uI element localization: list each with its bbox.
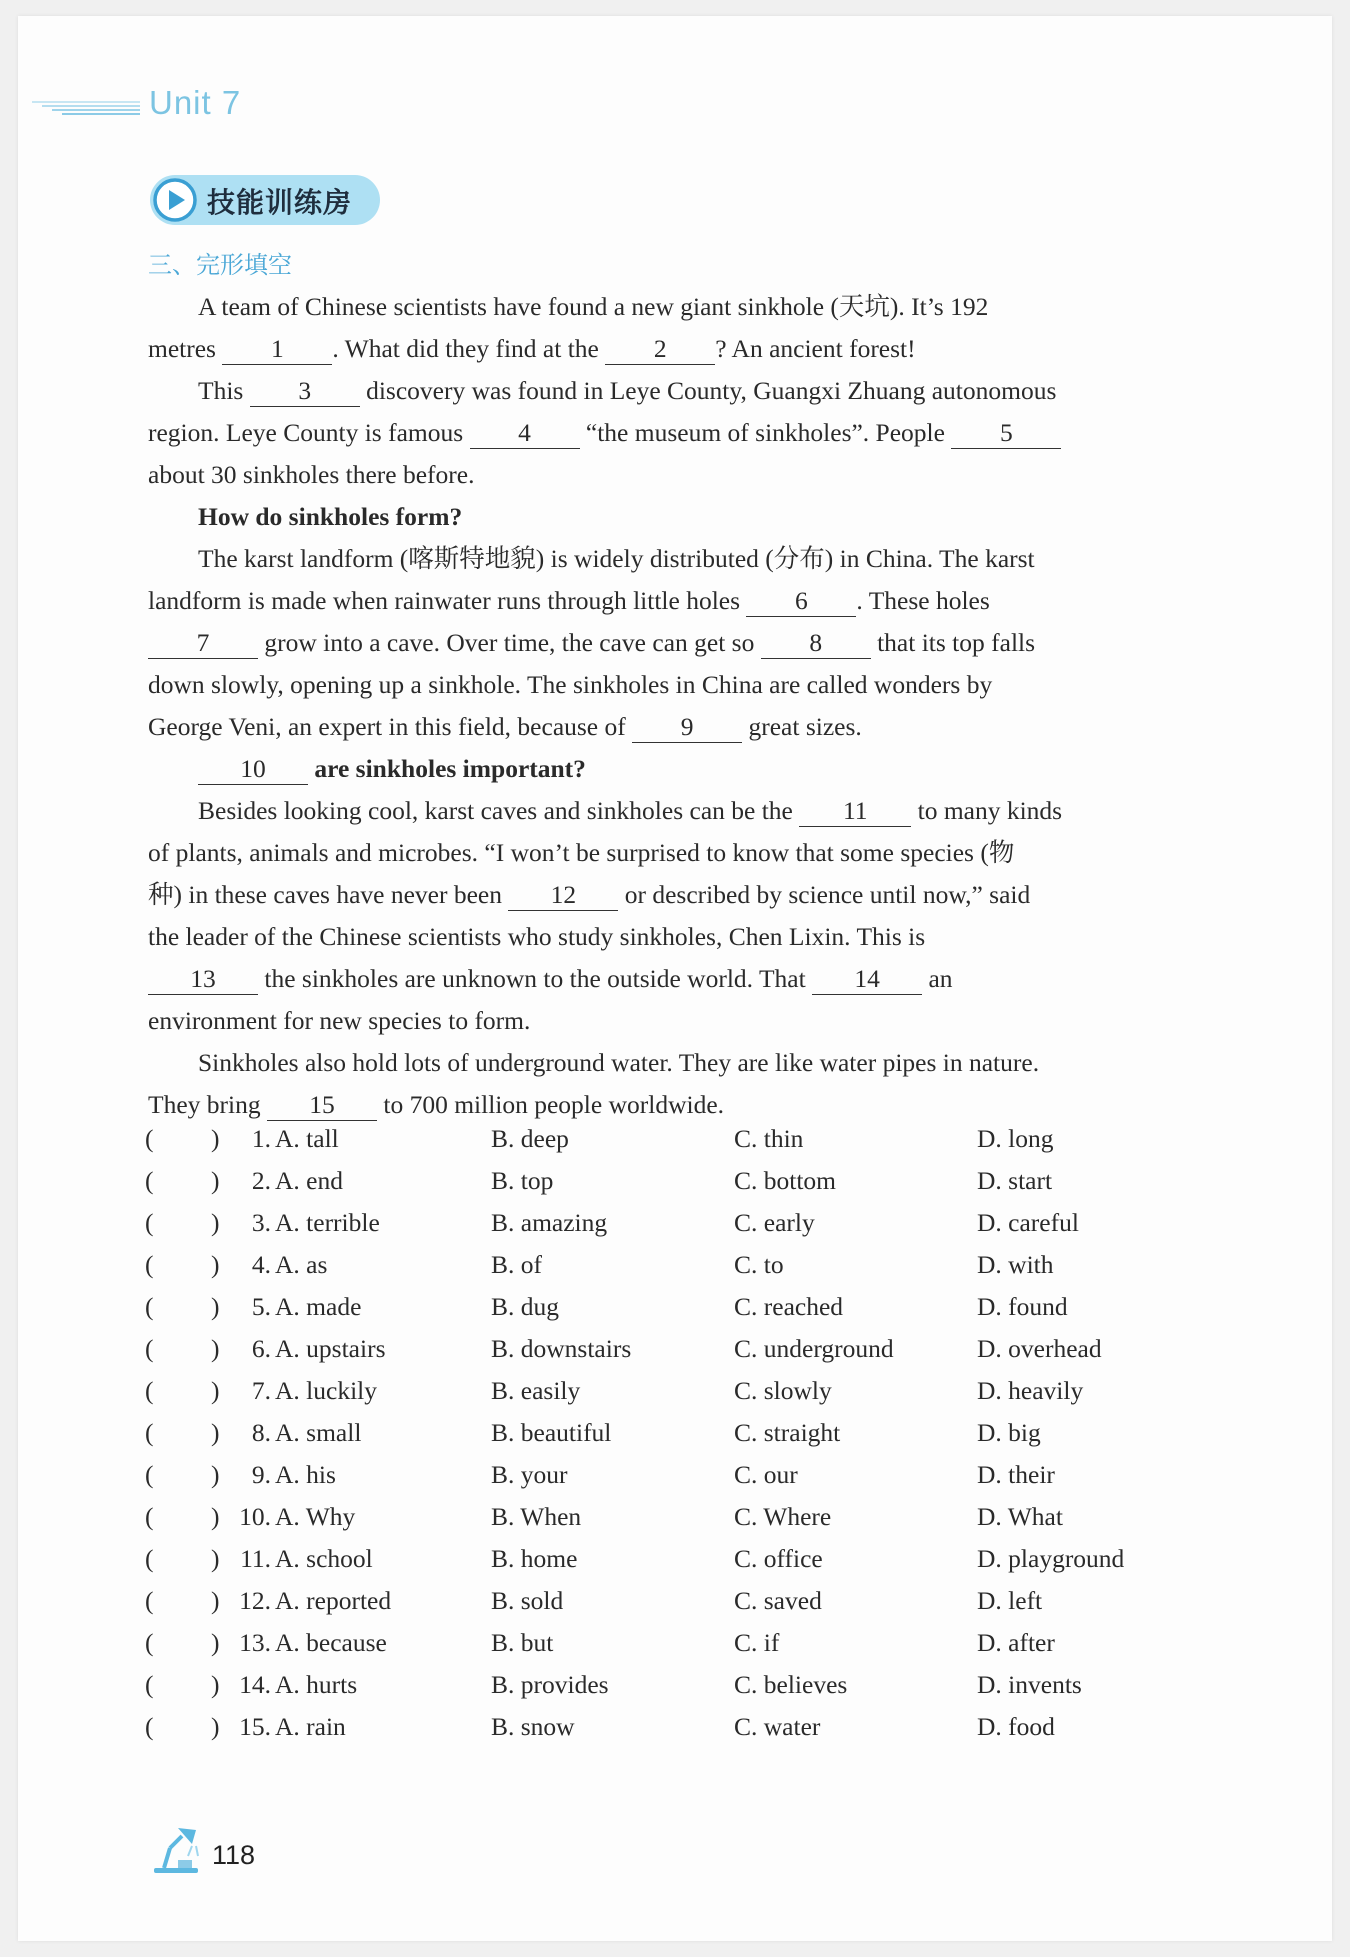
page-number: 118 <box>212 1840 256 1870</box>
text: ? An ancient forest! <box>715 334 916 363</box>
option-b[interactable]: B. dug <box>491 1292 560 1321</box>
heading-why-important <box>148 748 1168 790</box>
question-row-8 <box>145 1418 1185 1460</box>
answer-bracket-close: ) <box>211 1166 220 1195</box>
answer-bracket-open[interactable]: ( <box>145 1376 154 1405</box>
option-b[interactable]: B. provides <box>491 1670 609 1699</box>
text: . These holes <box>856 586 990 615</box>
text: that its top falls <box>877 628 1036 657</box>
text: . What did they find at the <box>332 334 599 363</box>
text: environment for new species to form. <box>148 1006 531 1035</box>
option-a[interactable]: A. terrible <box>275 1208 380 1237</box>
option-b[interactable]: B. easily <box>491 1376 581 1405</box>
text: landform is made when rainwater runs through little holes <box>148 586 741 615</box>
option-c[interactable]: C. thin <box>734 1124 804 1153</box>
heading-text: are sinkholes important? <box>314 754 586 783</box>
text: George Veni, an expert in this field, because of <box>148 712 626 741</box>
option-d[interactable]: D. heavily <box>977 1376 1084 1405</box>
answer-bracket-close: ) <box>211 1418 220 1447</box>
blank-1[interactable]: 1 <box>222 334 332 365</box>
blank-15[interactable]: 15 <box>267 1090 377 1121</box>
option-d[interactable]: D. long <box>977 1124 1054 1153</box>
option-a[interactable]: A. tall <box>275 1124 339 1153</box>
option-a[interactable]: A. Why <box>275 1502 356 1531</box>
option-a[interactable]: A. small <box>275 1418 362 1447</box>
blank-14[interactable]: 14 <box>812 964 922 995</box>
text: A team of Chinese scientists have found a new giant sinkhole (天坑). It’s 192 <box>198 292 989 321</box>
question-row-12 <box>145 1586 1185 1628</box>
text: Besides looking cool, karst caves and sinkholes can be the <box>198 796 793 825</box>
blank-3[interactable]: 3 <box>250 376 360 407</box>
question-number: 6. <box>251 1334 271 1363</box>
option-c[interactable]: C. bottom <box>734 1166 837 1195</box>
paragraph-5 <box>148 1042 1168 1126</box>
option-b[interactable]: B. When <box>491 1502 582 1531</box>
option-d[interactable]: D. What <box>977 1502 1063 1531</box>
option-d[interactable]: D. start <box>977 1166 1053 1195</box>
answer-bracket-close: ) <box>211 1586 220 1615</box>
text: to many kinds <box>917 796 1063 825</box>
question-row-14 <box>145 1670 1185 1712</box>
option-c[interactable]: C. believes <box>734 1670 848 1699</box>
unit-stripes-decoration <box>32 100 140 118</box>
answer-bracket-close: ) <box>211 1502 220 1531</box>
blank-13[interactable]: 13 <box>148 964 258 995</box>
question-row-10 <box>145 1502 1185 1544</box>
option-a[interactable]: A. rain <box>275 1712 346 1741</box>
option-a[interactable]: A. as <box>275 1250 328 1279</box>
option-c[interactable]: C. Where <box>734 1502 832 1531</box>
question-row-3 <box>145 1208 1185 1250</box>
option-a[interactable]: A. because <box>275 1628 387 1657</box>
option-c[interactable]: C. saved <box>734 1586 822 1615</box>
option-c[interactable]: C. early <box>734 1208 815 1237</box>
option-a[interactable]: A. end <box>275 1166 343 1195</box>
text: region. Leye County is famous <box>148 418 464 447</box>
paragraph-1 <box>148 286 1168 370</box>
question-number: 3. <box>251 1208 271 1237</box>
answer-bracket-close: ) <box>211 1712 220 1741</box>
option-d[interactable]: D. food <box>977 1712 1055 1741</box>
answer-bracket-open[interactable]: ( <box>145 1586 154 1615</box>
text: great sizes. <box>748 712 862 741</box>
question-number: 7. <box>251 1376 271 1405</box>
question-number: 2. <box>251 1166 271 1195</box>
answer-bracket-open[interactable]: ( <box>145 1460 154 1489</box>
badge-title: 技能训练房 <box>207 186 353 219</box>
option-c[interactable]: C. reached <box>734 1292 844 1321</box>
question-row-9 <box>145 1460 1185 1502</box>
question-number: 4. <box>251 1250 271 1279</box>
answer-bracket-open[interactable]: ( <box>145 1208 154 1237</box>
blank-2[interactable]: 2 <box>605 334 715 365</box>
text: the leader of the Chinese scientists who study sinkholes, Chen Lixin. This is <box>148 922 926 951</box>
question-number: 15. <box>239 1712 271 1741</box>
text: grow into a cave. Over time, the cave can get so <box>264 628 755 657</box>
answer-bracket-close: ) <box>211 1124 220 1153</box>
answer-bracket-close: ) <box>211 1670 220 1699</box>
option-d[interactable]: D. playground <box>977 1544 1125 1573</box>
option-d[interactable]: D. overhead <box>977 1334 1102 1363</box>
answer-bracket-close: ) <box>211 1292 220 1321</box>
option-a[interactable]: A. luckily <box>275 1376 377 1405</box>
blank-7[interactable]: 7 <box>148 628 258 659</box>
question-row-7 <box>145 1376 1185 1418</box>
answer-bracket-close: ) <box>211 1460 220 1489</box>
answer-bracket-open[interactable]: ( <box>145 1334 154 1363</box>
text: the sinkholes are unknown to the outside world. That <box>264 964 806 993</box>
text: “the museum of sinkholes”. People <box>585 418 945 447</box>
option-b[interactable]: B. snow <box>491 1712 575 1741</box>
option-a[interactable]: A. reported <box>275 1586 392 1615</box>
option-d[interactable]: D. after <box>977 1628 1055 1657</box>
text: or described by science until now,” said <box>624 880 1031 909</box>
question-row-11 <box>145 1544 1185 1586</box>
answer-bracket-open[interactable]: ( <box>145 1250 154 1279</box>
text: They bring <box>148 1090 261 1119</box>
text: to 700 million people worldwide. <box>383 1090 725 1119</box>
option-c[interactable]: C. office <box>734 1544 823 1573</box>
question-number: 1. <box>251 1124 271 1153</box>
text: This <box>198 376 244 405</box>
text: 种) in these caves have never been <box>148 880 502 909</box>
blank-4[interactable]: 4 <box>470 418 580 449</box>
answer-bracket-open[interactable]: ( <box>145 1670 154 1699</box>
text: discovery was found in Leye County, Guangxi Zhuang autonomous <box>366 376 1057 405</box>
blank-5[interactable]: 5 <box>951 418 1061 449</box>
text: metres <box>148 334 216 363</box>
option-a[interactable]: A. hurts <box>275 1670 358 1699</box>
option-b[interactable]: B. of <box>491 1250 542 1279</box>
option-d[interactable]: D. found <box>977 1292 1068 1321</box>
question-row-15 <box>145 1712 1185 1754</box>
desk-lamp-icon <box>148 1820 204 1876</box>
text: of plants, animals and microbes. “I won’t be surprised to know that some species (物 <box>148 838 1015 867</box>
question-number: 12. <box>239 1586 271 1615</box>
blank-12[interactable]: 12 <box>508 880 618 911</box>
answer-bracket-close: ) <box>211 1544 220 1573</box>
question-row-5 <box>145 1292 1185 1334</box>
answer-bracket-open[interactable]: ( <box>145 1544 154 1573</box>
question-row-1 <box>145 1124 1185 1166</box>
option-d[interactable]: D. with <box>977 1250 1054 1279</box>
option-c[interactable]: C. underground <box>734 1334 894 1363</box>
option-d[interactable]: D. careful <box>977 1208 1079 1237</box>
text: an <box>928 964 953 993</box>
option-c[interactable]: C. straight <box>734 1418 841 1447</box>
option-c[interactable]: C. water <box>734 1712 821 1741</box>
question-number: 11. <box>240 1544 271 1573</box>
question-number: 5. <box>251 1292 271 1321</box>
option-c[interactable]: C. our <box>734 1460 798 1489</box>
option-c[interactable]: C. to <box>734 1250 784 1279</box>
answer-bracket-open[interactable]: ( <box>145 1166 154 1195</box>
option-b[interactable]: B. beautiful <box>491 1418 612 1447</box>
answer-bracket-open[interactable]: ( <box>145 1502 154 1531</box>
blank-6[interactable]: 6 <box>746 586 856 617</box>
option-d[interactable]: D. left <box>977 1586 1043 1615</box>
option-b[interactable]: B. amazing <box>491 1208 608 1237</box>
question-row-6 <box>145 1334 1185 1376</box>
blank-8[interactable]: 8 <box>761 628 871 659</box>
cloze-passage <box>148 286 1168 1126</box>
unit-title: Unit 7 <box>149 84 242 121</box>
option-d[interactable]: D. invents <box>977 1670 1082 1699</box>
text: The karst landform (喀斯特地貌) is widely distributed (分布) in China. The karst <box>198 544 1035 573</box>
option-b[interactable]: B. but <box>491 1628 554 1657</box>
option-a[interactable]: A. made <box>275 1292 362 1321</box>
paragraph-4 <box>148 790 1168 1042</box>
question-row-13 <box>145 1628 1185 1670</box>
answer-options-list <box>145 1124 1185 1754</box>
option-b[interactable]: B. deep <box>491 1124 569 1153</box>
blank-10[interactable]: 10 <box>198 754 308 785</box>
text: down slowly, opening up a sinkhole. The sinkholes in China are called wonders by <box>148 670 993 699</box>
option-c[interactable]: C. if <box>734 1628 780 1657</box>
answer-bracket-open[interactable]: ( <box>145 1628 154 1657</box>
answer-bracket-close: ) <box>211 1334 220 1363</box>
answer-bracket-close: ) <box>211 1208 220 1237</box>
option-b[interactable]: B. top <box>491 1166 554 1195</box>
option-b[interactable]: B. home <box>491 1544 578 1573</box>
option-d[interactable]: D. their <box>977 1460 1055 1489</box>
paragraph-2 <box>148 370 1168 496</box>
answer-bracket-close: ) <box>211 1250 220 1279</box>
play-circle-icon <box>152 177 198 223</box>
answer-bracket-open[interactable]: ( <box>145 1418 154 1447</box>
option-c[interactable]: C. slowly <box>734 1376 832 1405</box>
question-number: 10. <box>239 1502 271 1531</box>
option-a[interactable]: A. his <box>275 1460 336 1489</box>
question-number: 9. <box>251 1460 271 1489</box>
question-number: 14. <box>239 1670 271 1699</box>
question-number: 8. <box>251 1418 271 1447</box>
text: Sinkholes also hold lots of underground water. They are like water pipes in nature. <box>198 1048 1040 1077</box>
option-d[interactable]: D. big <box>977 1418 1041 1447</box>
option-b[interactable]: B. downstairs <box>491 1334 632 1363</box>
answer-bracket-open[interactable]: ( <box>145 1712 154 1741</box>
question-row-4 <box>145 1250 1185 1292</box>
blank-11[interactable]: 11 <box>799 796 911 827</box>
option-b[interactable]: B. your <box>491 1460 568 1489</box>
text: about 30 sinkholes there before. <box>148 460 475 489</box>
question-number: 13. <box>239 1628 271 1657</box>
section-title: 三、完形填空 <box>148 251 292 279</box>
answer-bracket-open[interactable]: ( <box>145 1124 154 1153</box>
option-b[interactable]: B. sold <box>491 1586 564 1615</box>
option-a[interactable]: A. upstairs <box>275 1334 386 1363</box>
question-row-2 <box>145 1166 1185 1208</box>
answer-bracket-close: ) <box>211 1628 220 1657</box>
blank-9[interactable]: 9 <box>632 712 742 743</box>
heading-how-form: How do sinkholes form? <box>198 502 463 531</box>
option-a[interactable]: A. school <box>275 1544 373 1573</box>
paragraph-3 <box>148 538 1168 748</box>
answer-bracket-close: ) <box>211 1376 220 1405</box>
answer-bracket-open[interactable]: ( <box>145 1292 154 1321</box>
